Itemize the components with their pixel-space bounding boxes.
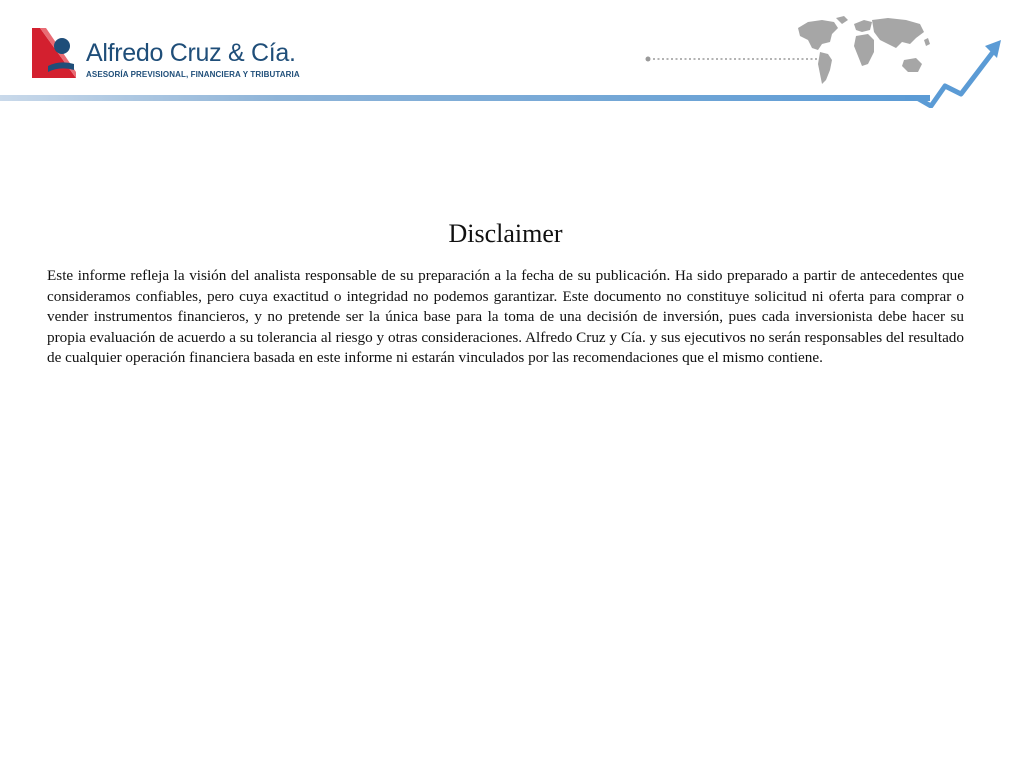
trend-up-arrow-icon	[905, 36, 1005, 108]
page-title: Disclaimer	[448, 219, 563, 248]
header-divider-bar	[0, 94, 1024, 104]
header	[0, 0, 1024, 110]
disclaimer-body: Este informe refleja la visión del analista responsable de su preparación a la fecha de su publicación. Ha sido preparado a partir de antecedentes que consideramos confiables, pero cuya exactitud o integridad no podemos garantizar. Este documento no constituye solicitud ni oferta para comprar o vender instrumentos financieros, y no pretende ser la única base para la toma de una decisión de inversión, pues cada inversionista debe hacer su propia evaluación de acuerdo a su tolerancia al riesgo y otras consideraciones. Alfredo Cruz y Cía. y sus ejecutivos no serán responsables del resultado de cualquier operación financiera basada en este informe ni estarán vinculados por las recomendaciones que el mismo contiene.	[47, 267, 964, 367]
brand-tagline: ASESORÍA PREVISIONAL, FINANCIERA Y TRIBUTARIA	[86, 70, 300, 79]
brand-name: Alfredo Cruz & Cía.	[86, 39, 296, 67]
company-logo-icon	[30, 26, 80, 82]
